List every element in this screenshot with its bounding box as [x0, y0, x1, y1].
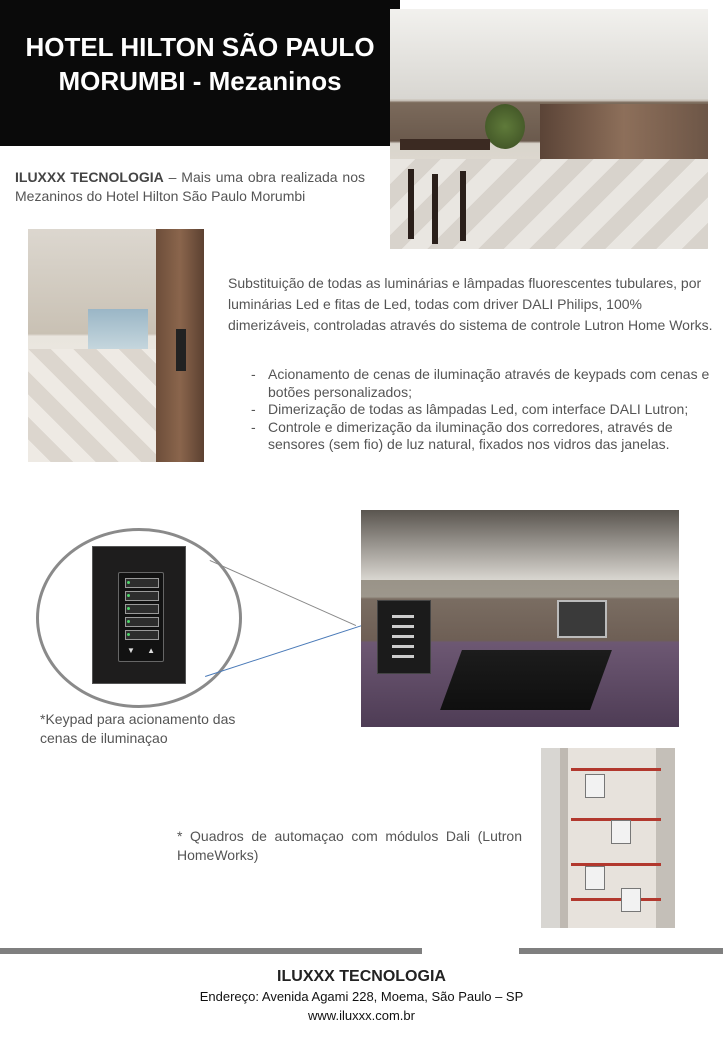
- keypad-button: [125, 617, 159, 627]
- lobby-ceiling: [390, 9, 708, 99]
- panel-module: [585, 866, 605, 890]
- keypad-arrows: [127, 646, 155, 656]
- footer-address: Endereço: Avenida Agami 228, Moema, São Paulo – SP: [199, 989, 524, 1004]
- panel-module: [611, 820, 631, 844]
- panel-rail: [571, 898, 661, 901]
- meeting-table: [440, 650, 612, 710]
- keypad-button: [125, 630, 159, 640]
- corridor-photo: [28, 229, 204, 462]
- footer-website-link[interactable]: www.iluxxx.com.br: [308, 1008, 415, 1023]
- page-title: [0, 30, 400, 98]
- intro-company: ILUXXX TECNOLOGIA: [15, 169, 164, 185]
- list-item: - Acionamento de cenas de iluminação através de keypads com cenas e botões personalizados;: [248, 366, 718, 401]
- description-paragraph: Substituição de todas as luminárias e lâmpadas fluorescentes tubulares, por luminárias Led e fitas de Led, todas com driver DALI Philips, 100% dimerizáveis, controladas através do sistema de controle Lutron Home Works.: [228, 275, 713, 333]
- list-item: - Dimerização de todas as lâmpadas Led, com interface DALI Lutron;: [248, 401, 718, 419]
- automation-panel-photo: [541, 748, 675, 928]
- corridor-window: [88, 309, 148, 349]
- lobby-photo: [390, 9, 708, 249]
- keypad-caption: *Keypad para acionamento das cenas de iluminaçao: [40, 711, 236, 746]
- meeting-ceiling: [361, 510, 679, 580]
- intro-text: – Mais uma obra realizada nos Mezaninos do Hotel Hilton São Paulo Morumbi: [15, 169, 365, 204]
- keypad-closeup: [92, 546, 186, 684]
- feature-list: [248, 366, 718, 454]
- led-icon: [127, 633, 130, 636]
- led-icon: [127, 581, 130, 584]
- lobby-stool: [432, 174, 438, 244]
- corridor-floor: [28, 349, 156, 462]
- panel-rail: [571, 768, 661, 771]
- keypad-button: [125, 591, 159, 601]
- footer-divider-left: [0, 948, 422, 954]
- keypad-faceplate: [118, 572, 164, 662]
- led-icon: [127, 594, 130, 597]
- title-line-1: HOTEL HILTON SÃO PAULO: [25, 32, 375, 62]
- meeting-keypad: [377, 600, 431, 674]
- panel-module: [585, 774, 605, 798]
- title-line-2: MORUMBI - Mezaninos: [58, 66, 342, 96]
- chevron-down-icon: ▼: [127, 646, 135, 655]
- led-icon: [127, 607, 130, 610]
- list-item: - Controle e dimerização da iluminação dos corredores, através de sensores (sem fio) de luz natural, fixados nos vidros das janelas.: [248, 419, 718, 454]
- footer: [0, 966, 723, 1025]
- panel-module: [621, 888, 641, 912]
- meeting-room-photo: [361, 510, 679, 727]
- lobby-wood-wall: [540, 104, 708, 164]
- keypad-button: [125, 578, 159, 588]
- lobby-plant: [485, 104, 525, 149]
- panel-caption: * Quadros de automaçao com módulos Dali (Lutron HomeWorks): [177, 828, 522, 863]
- led-icon: [127, 620, 130, 623]
- footer-divider-right: [519, 948, 723, 954]
- keypad-button: [125, 604, 159, 614]
- lobby-stool: [408, 169, 414, 239]
- intro-paragraph: [15, 168, 365, 206]
- corridor-keypad: [176, 329, 186, 371]
- footer-company: ILUXXX TECNOLOGIA: [277, 968, 446, 985]
- meeting-screen: [557, 600, 607, 638]
- chevron-up-icon: ▲: [147, 646, 155, 655]
- lobby-stool: [460, 171, 466, 241]
